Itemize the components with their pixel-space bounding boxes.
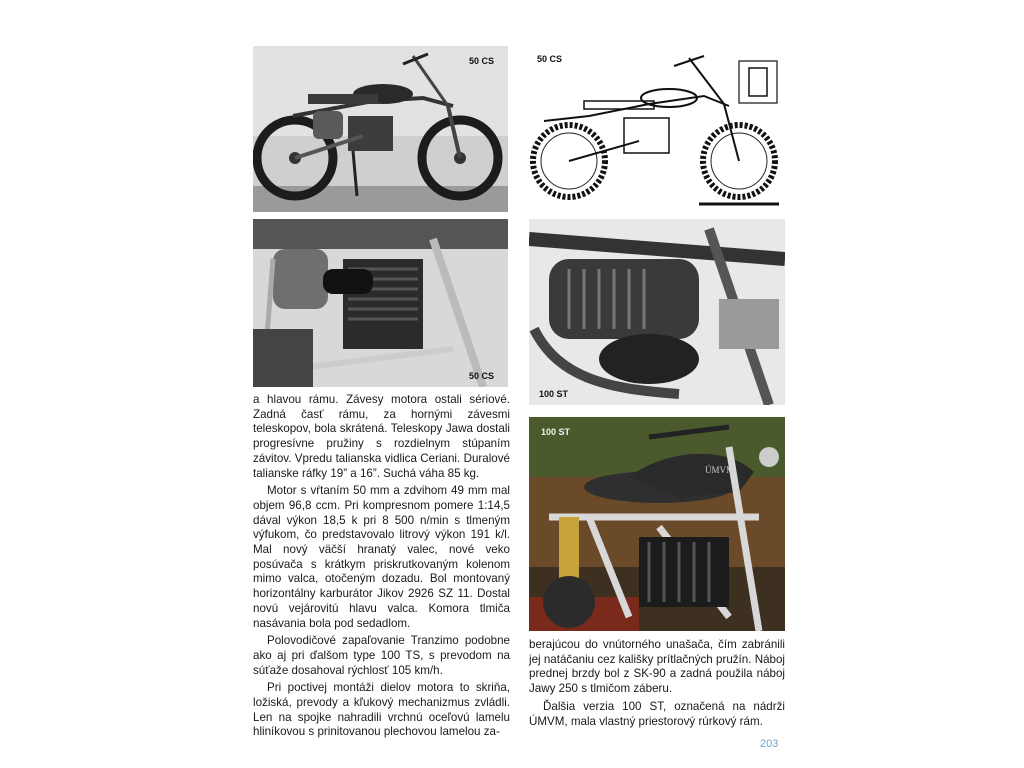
paragraph-4: Pri poctivej montáži dielov motora to skriňa, ložiská, prevody a kľukový mechanizmus zvládli. Len na spojke nahradili vrchnú oceľovú lamelu hliníkovou s prinitovanou plechovou lamelou za-	[253, 681, 510, 739]
page-number: 203	[760, 738, 779, 750]
motorcycle-drawing-image	[529, 46, 785, 212]
engine-closeup-photo-50cs	[253, 219, 508, 387]
motorcycle-photo-image	[253, 46, 508, 212]
photo-label: 100 ST	[541, 427, 571, 437]
engine-frame-photo-100st	[529, 219, 785, 405]
photo-label: 50 CS	[468, 371, 494, 381]
drawing-label: 50 CS	[537, 54, 563, 64]
paragraph-2: Motor s vŕtaním 50 mm a zdvihom 49 mm mal objem 96,8 ccm. Pri kompresnom pomere 1:14,5 dával výkon 18,5 k pri 8 500 n/min s tlmeným výfukom, čo predstavovalo litrový výkon 191 k/l. Mal nový väčší hranatý valec, nové veko posúvača s krátkym priskrutkovaným kolenom mimo valca, otočeným dozadu. Bol montovaný horizontálny karburátor Jikov 2926 SZ 11. Dostal novú vejárovitú hlavu valca. Komora tlmiča nasávania bola pod sedadlom.	[253, 484, 510, 630]
paragraph-1: a hlavou rámu. Závesy motora ostali sériové. Zadná časť rámu, za hornými závesmi teleskopov, bola skrátená. Teleskopy Jawa dostali progresívne pružiny s rozdielnym stúpaním závitov. Vpredu talianska vidlica Ceriani. Duralové talianske ráfky 19” a 16”. Suchá váha 85 kg.	[253, 393, 510, 480]
right-text-column	[529, 638, 785, 729]
color-motorcycle-photo-100st	[529, 417, 785, 631]
left-text-column	[253, 393, 510, 740]
engine-frame-image	[529, 219, 785, 405]
motorcycle-drawing-50cs	[529, 46, 785, 212]
paragraph-3: Polovodičové zapaľovanie Tranzimo podobne ako aj pri ďalšom type 100 TS, s prevodom na súťaže dosahoval rýchlosť 105 km/h.	[253, 634, 510, 677]
tank-lettering: ÚMVM	[705, 465, 735, 475]
photo-label: 50 CS	[468, 56, 494, 66]
motorcycle-photo-50cs	[253, 46, 508, 212]
color-motorcycle-image	[529, 417, 785, 631]
paragraph-6: Ďalšia verzia 100 ST, označená na nádrži ÚMVM, mala vlastný priestorový rúrkový rám.	[529, 699, 785, 728]
engine-closeup-image	[253, 219, 508, 387]
photo-label: 100 ST	[539, 389, 569, 399]
paragraph-5: berajúcou do vnútorného unašača, čím zabránili jej natáčaniu cez kališky prítlačných pružín. Náboj prednej brzdy bol z SK-90 a zadná použila náboj Jawy 250 s tlmičom záberu.	[529, 638, 785, 696]
